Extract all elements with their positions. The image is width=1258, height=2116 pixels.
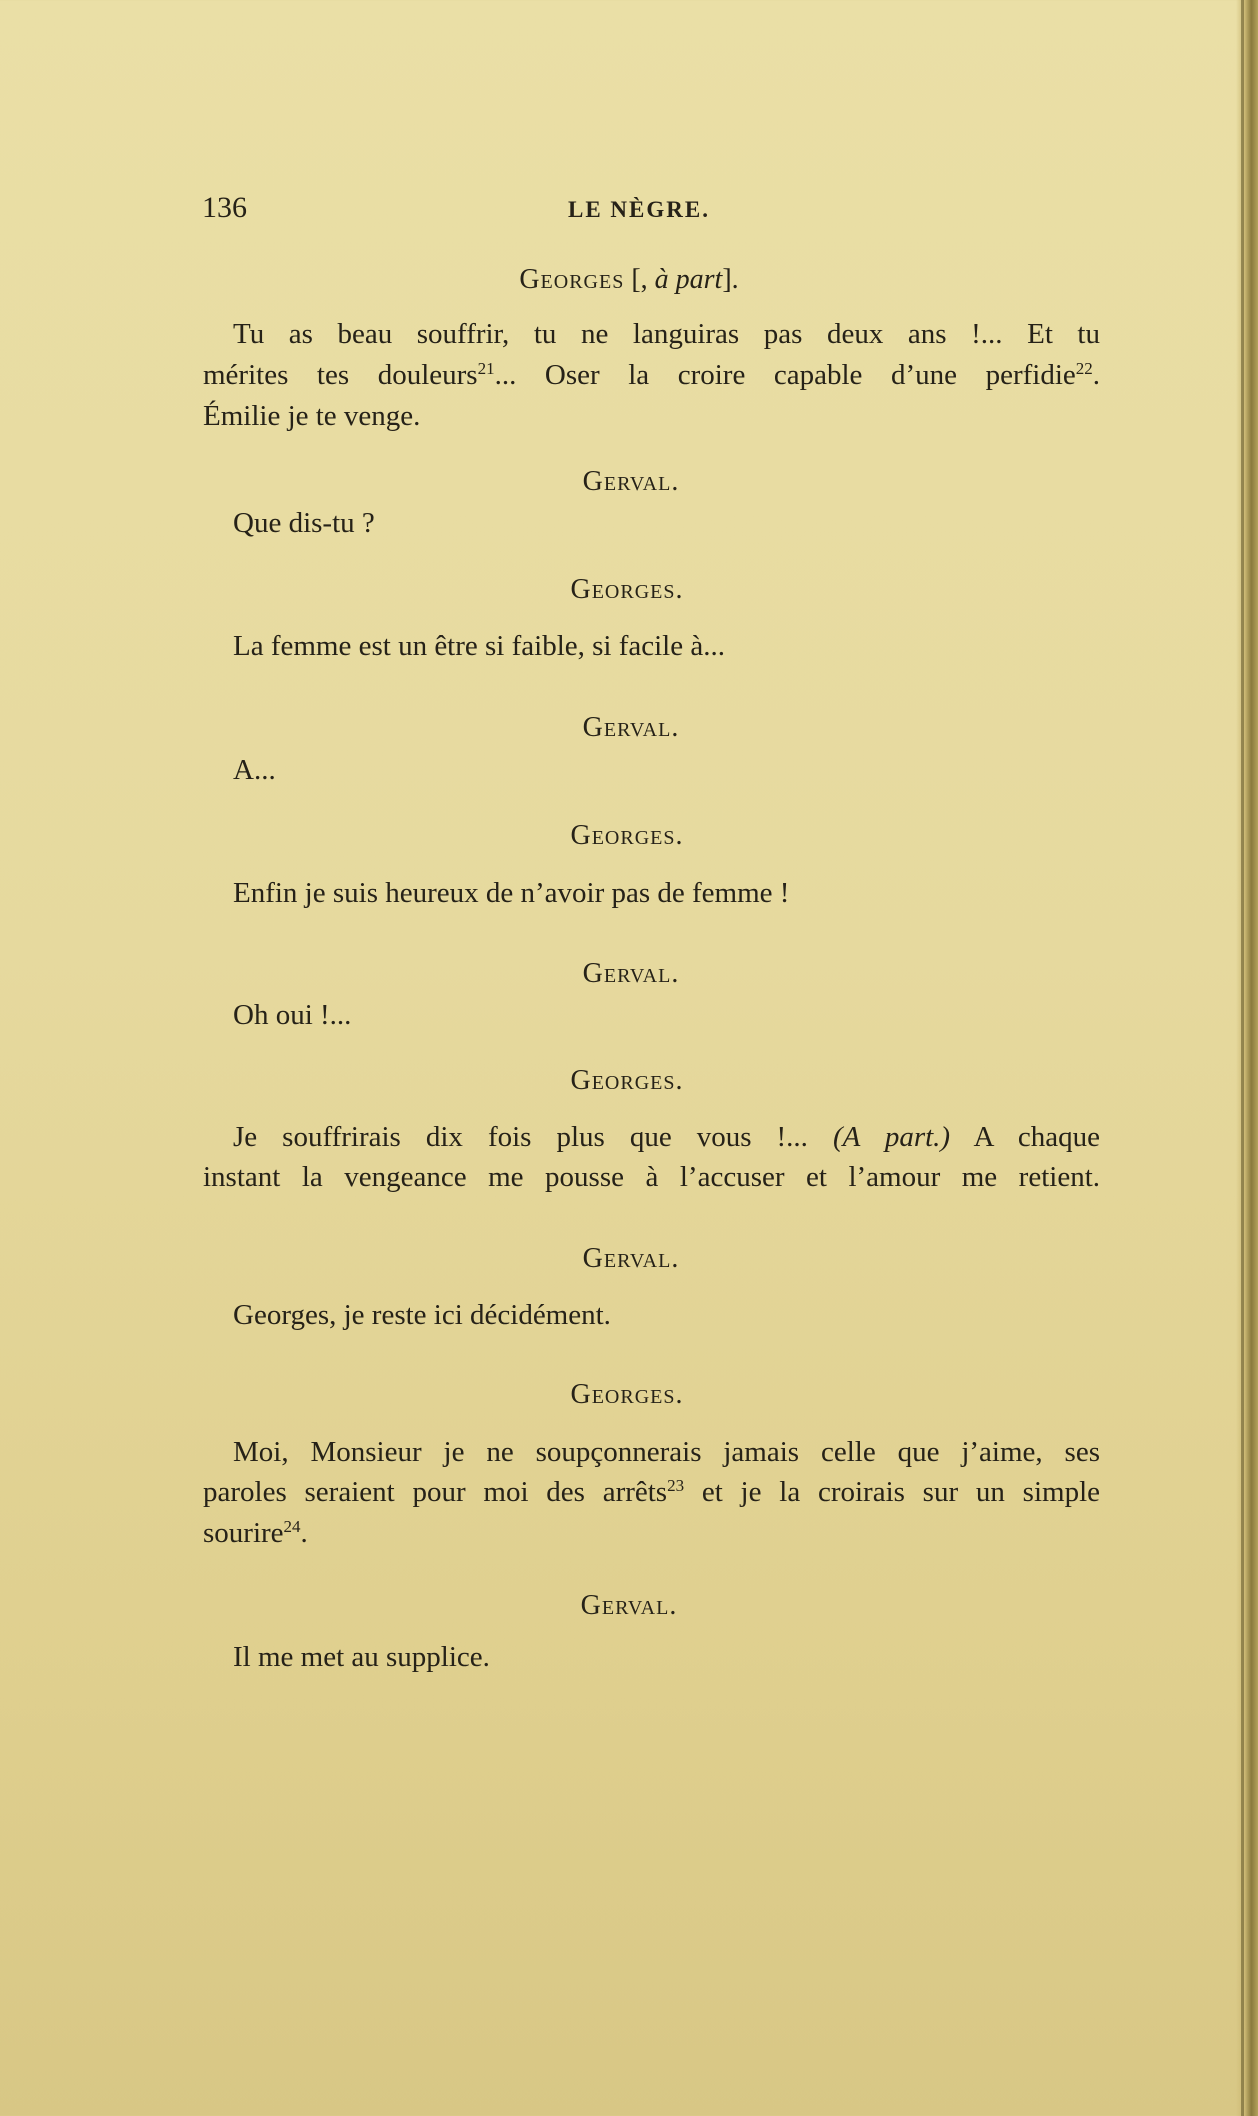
footnote-ref: 23 bbox=[667, 1476, 685, 1495]
footnote-ref: 21 bbox=[477, 359, 495, 378]
dialogue-text: ... Oser la croire capable d’une perfidie bbox=[494, 359, 1076, 391]
dialogue-text: . bbox=[1092, 359, 1100, 391]
speaker-name: Gerval. bbox=[582, 712, 680, 743]
page-header bbox=[0, 188, 1258, 228]
running-title: LE NÈGRE. bbox=[568, 197, 710, 222]
footnote-ref: 22 bbox=[1075, 359, 1093, 378]
stage-direction: (A part.) bbox=[832, 1121, 951, 1153]
dialogue-line bbox=[203, 355, 1100, 395]
stage-direction: à part bbox=[654, 264, 723, 295]
dialogue-line: Enfin je suis heureux de n’avoir pas de femme ! bbox=[233, 877, 790, 909]
dialogue-text: A chaque bbox=[950, 1121, 1100, 1153]
dialogue-line: Tu as beau souffrir, tu ne languiras pas deux ans !... Et tu bbox=[233, 318, 1100, 350]
page-edge-line bbox=[1241, 0, 1244, 2116]
dialogue-line bbox=[203, 1513, 308, 1553]
dialogue-text: mérites tes douleurs bbox=[203, 359, 478, 391]
speaker-name: Gerval. bbox=[582, 1243, 680, 1274]
stage-direction-close: ]. bbox=[722, 264, 739, 295]
speaker-name: Gerval. bbox=[582, 958, 680, 989]
footnote-ref: 24 bbox=[283, 1517, 301, 1536]
speaker-label: Georges bbox=[519, 264, 625, 295]
dialogue-text: Je souffrirais dix fois plus que vous !... bbox=[233, 1121, 833, 1153]
page-number: 136 bbox=[202, 191, 247, 224]
dialogue-line: A... bbox=[233, 754, 276, 786]
dialogue-line: Oh oui !... bbox=[233, 999, 352, 1031]
speaker-name: Georges. bbox=[570, 1379, 684, 1410]
speaker-name: Gerval. bbox=[582, 466, 680, 497]
dialogue-text: paroles seraient pour moi des arrêts bbox=[203, 1476, 668, 1508]
dialogue-text: . bbox=[300, 1517, 308, 1549]
speaker-name: Georges. bbox=[570, 1065, 684, 1096]
dialogue-line: Émilie je te venge. bbox=[203, 400, 421, 432]
page-edge bbox=[1236, 0, 1258, 2116]
stage-direction-open: [, bbox=[624, 264, 655, 295]
dialogue-line: instant la vengeance me pousse à l’accuser et l’amour me retient. bbox=[203, 1161, 1100, 1193]
dialogue-line: La femme est un être si faible, si facile à... bbox=[233, 630, 725, 662]
speaker-name bbox=[0, 262, 1258, 298]
dialogue-line: Il me met au supplice. bbox=[233, 1641, 490, 1673]
dialogue-line bbox=[203, 1472, 1100, 1512]
dialogue-line bbox=[233, 1117, 1100, 1157]
speaker-name: Gerval. bbox=[580, 1590, 678, 1621]
dialogue-line: Moi, Monsieur je ne soupçonnerais jamais celle que j’aime, ses bbox=[233, 1436, 1100, 1468]
speaker-name: Georges. bbox=[570, 820, 684, 851]
dialogue-text: et je la croirais sur un simple bbox=[684, 1476, 1100, 1508]
dialogue-line: Que dis-tu ? bbox=[233, 507, 375, 539]
speaker-name: Georges. bbox=[570, 574, 684, 605]
dialogue-text: sourire bbox=[203, 1517, 284, 1549]
dialogue-line: Georges, je reste ici décidément. bbox=[233, 1299, 611, 1331]
